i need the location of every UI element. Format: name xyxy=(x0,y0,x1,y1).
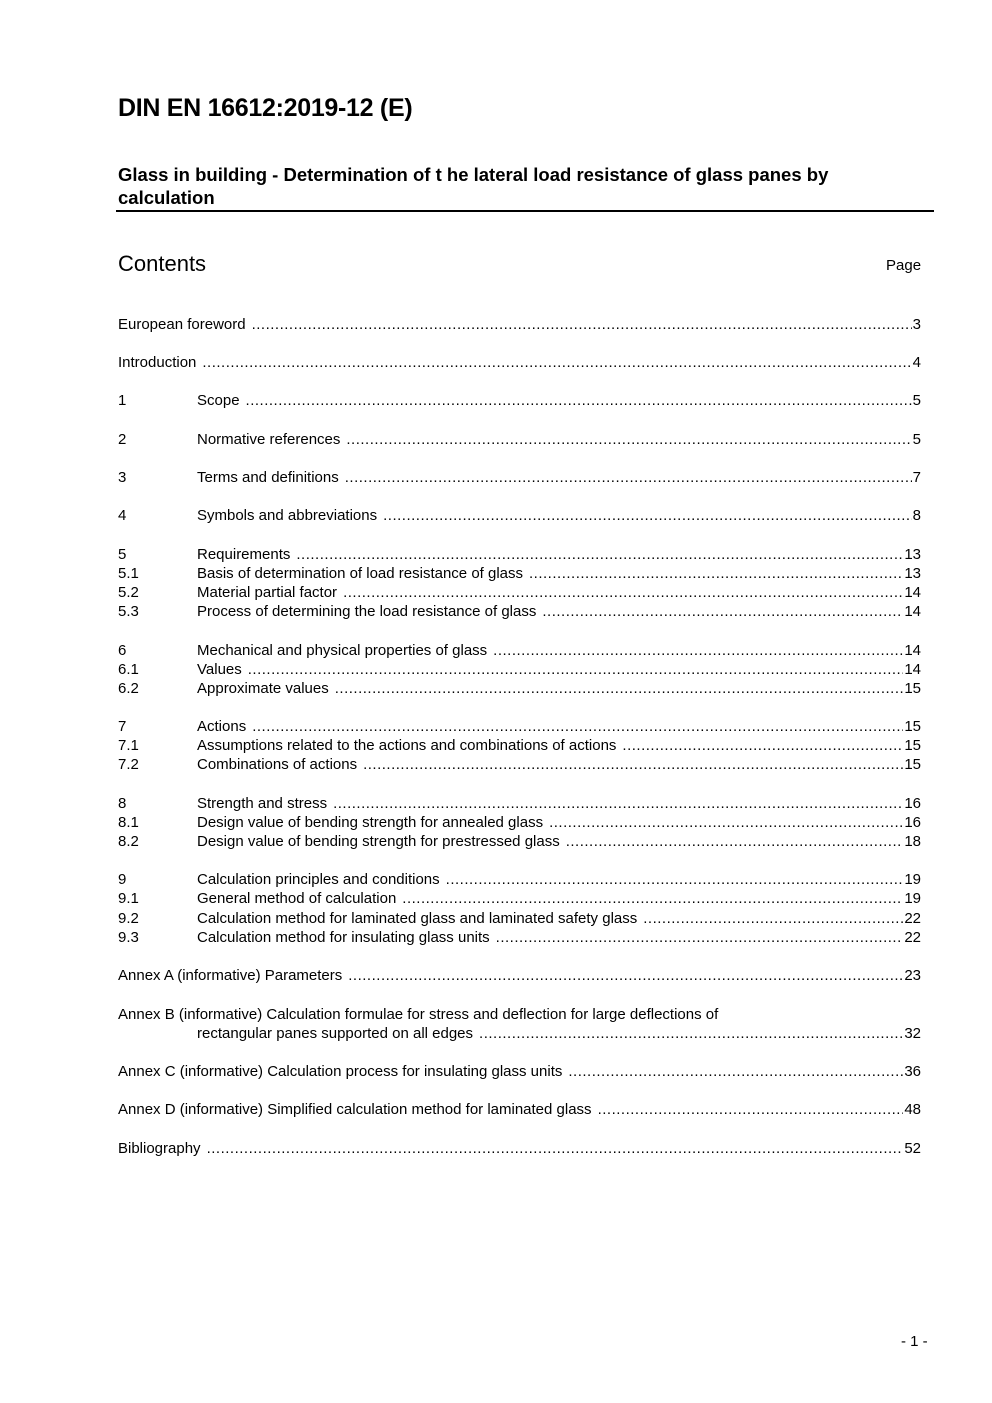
toc-entry-title: Scope xyxy=(197,392,240,409)
toc-entry[interactable] xyxy=(118,679,921,698)
toc-entry[interactable] xyxy=(118,794,921,813)
toc-entry-page: 18 xyxy=(904,833,921,850)
toc-entry[interactable] xyxy=(118,832,921,851)
dot-leader xyxy=(207,1139,904,1158)
toc-entry[interactable] xyxy=(118,506,921,525)
toc-entry[interactable] xyxy=(118,430,921,449)
toc-entry-page: 14 xyxy=(904,603,921,620)
page-number: - 1 - xyxy=(901,1333,928,1350)
toc-entry[interactable] xyxy=(118,564,921,583)
title-rule xyxy=(116,210,934,212)
toc-entry[interactable] xyxy=(118,315,921,334)
dot-leader xyxy=(622,736,903,755)
dot-leader xyxy=(346,430,911,449)
dot-leader xyxy=(363,755,903,774)
toc-entry-title: Basis of determination of load resistance of glass xyxy=(197,565,524,582)
toc-entry-title: General method of calculation xyxy=(197,890,397,907)
toc-entry-page: 22 xyxy=(904,910,921,927)
toc-entry-title: Calculation principles and conditions xyxy=(197,871,440,888)
toc-entry-page: 15 xyxy=(904,756,921,773)
toc-entry-page: 19 xyxy=(904,890,921,907)
toc-entry-title: Strength and stress xyxy=(197,795,328,812)
toc-entry-page: 5 xyxy=(912,431,921,448)
toc-entry[interactable] xyxy=(118,813,921,832)
toc-entry[interactable] xyxy=(118,736,921,755)
document-id: DIN EN 16612:2019-12 (E) xyxy=(118,94,413,122)
dot-leader xyxy=(529,564,903,583)
toc-entry-page: 36 xyxy=(904,1063,921,1080)
toc-entry-title: Values xyxy=(197,661,242,678)
toc-entry[interactable] xyxy=(118,755,921,774)
toc-entry-title: Design value of bending strength for annealed glass xyxy=(197,814,544,831)
toc-entry[interactable] xyxy=(118,660,921,679)
dot-leader xyxy=(383,506,912,525)
dot-leader xyxy=(598,1100,904,1119)
dot-leader xyxy=(643,909,903,928)
toc-entry[interactable] xyxy=(118,889,921,908)
dot-leader xyxy=(252,717,903,736)
toc-entry-title: Assumptions related to the actions and combinations of actions xyxy=(197,737,617,754)
toc-entry-number: 8 xyxy=(118,795,127,812)
toc-entry-number: 5.1 xyxy=(118,565,139,582)
dot-leader xyxy=(246,391,912,410)
toc-entry-number: 6.1 xyxy=(118,661,139,678)
toc-entry-title: rectangular panes supported on all edges xyxy=(197,1025,474,1042)
toc-entry-page: 19 xyxy=(904,871,921,888)
toc-entry-title: European foreword xyxy=(118,316,246,333)
toc-entry-page: 52 xyxy=(904,1140,921,1157)
toc-entry-number: 9.2 xyxy=(118,910,139,927)
toc-entry-page: 16 xyxy=(904,814,921,831)
toc-entry-page: 14 xyxy=(904,584,921,601)
toc-entry-page: 14 xyxy=(904,642,921,659)
toc-entry[interactable] xyxy=(118,391,921,410)
toc-entry-page: 48 xyxy=(904,1101,921,1118)
toc-entry-number: 9.1 xyxy=(118,890,139,907)
toc-entry-title: Combinations of actions xyxy=(197,756,358,773)
toc-entry-page: 4 xyxy=(912,354,921,371)
dot-leader xyxy=(248,660,904,679)
contents-heading: Contents xyxy=(118,251,207,276)
dot-leader xyxy=(333,794,903,813)
toc-entry-page: 15 xyxy=(904,718,921,735)
toc-entry-page: 16 xyxy=(904,795,921,812)
toc-entry-title: Annex D (informative) Simplified calculation method for laminated glass xyxy=(118,1101,592,1118)
dot-leader xyxy=(446,870,904,889)
toc-entry-title: Symbols and abbreviations xyxy=(197,507,378,524)
dot-leader xyxy=(343,583,903,602)
toc-entry-title: Calculation method for insulating glass units xyxy=(197,929,490,946)
annex-b-first-line[interactable]: Annex B (informative) Calculation formulae for stress and deflection for large deflections of xyxy=(118,1006,719,1023)
dot-leader xyxy=(348,966,903,985)
toc-entry[interactable] xyxy=(118,717,921,736)
dot-leader xyxy=(566,832,904,851)
toc-entry-page: 15 xyxy=(904,680,921,697)
toc-entry-title: Approximate values xyxy=(197,680,329,697)
toc-entry-title: Actions xyxy=(197,718,247,735)
toc-entry-page: 13 xyxy=(904,546,921,563)
toc-entry[interactable] xyxy=(118,353,921,372)
toc-entry-number: 3 xyxy=(118,469,127,486)
toc-entry[interactable] xyxy=(118,641,921,660)
dot-leader xyxy=(402,889,903,908)
toc-entry-title: Introduction xyxy=(118,354,197,371)
dot-leader xyxy=(568,1062,903,1081)
toc-entry-number: 9 xyxy=(118,871,127,888)
toc-entry-number: 5.3 xyxy=(118,603,139,620)
toc-entry-title: Material partial factor xyxy=(197,584,338,601)
toc-entry-title: Requirements xyxy=(197,546,291,563)
dot-leader xyxy=(549,813,903,832)
toc-entry-number: 7.2 xyxy=(118,756,139,773)
toc-entry-page: 3 xyxy=(912,316,921,333)
toc-entry-page: 7 xyxy=(912,469,921,486)
toc-entry-number: 5 xyxy=(118,546,127,563)
toc-entry-title: Calculation method for laminated glass and laminated safety glass xyxy=(197,910,638,927)
toc-entry[interactable] xyxy=(118,468,921,487)
toc-entry-number: 7.1 xyxy=(118,737,139,754)
toc-entry-title: Annex C (informative) Calculation process for insulating glass units xyxy=(118,1063,563,1080)
toc-entry-number: 8.2 xyxy=(118,833,139,850)
dot-leader xyxy=(335,679,904,698)
dot-leader xyxy=(479,1024,903,1043)
toc-entry-title: Bibliography xyxy=(118,1140,201,1157)
toc-entry-page: 13 xyxy=(904,565,921,582)
toc-entry-page: 22 xyxy=(904,929,921,946)
document-subtitle: Glass in building - Determination of t he lateral load resistance of glass panes by calculation xyxy=(118,164,829,208)
toc-entry-number: 2 xyxy=(118,431,127,448)
toc-entry-page: 8 xyxy=(912,507,921,524)
toc-entry-title: Normative references xyxy=(197,431,341,448)
toc-entry[interactable] xyxy=(118,870,921,889)
toc-entry-number: 7 xyxy=(118,718,127,735)
toc-entry[interactable] xyxy=(118,602,921,621)
toc-entry[interactable] xyxy=(118,1139,921,1158)
toc-entry-number: 8.1 xyxy=(118,814,139,831)
page-column-label: Page xyxy=(886,257,922,274)
toc-entry-number: 9.3 xyxy=(118,929,139,946)
dot-leader xyxy=(496,928,904,947)
toc-entry-title: Terms and definitions xyxy=(197,469,339,486)
toc-entry-number: 1 xyxy=(118,392,127,409)
toc-entry-number: 4 xyxy=(118,507,127,524)
toc-entry[interactable] xyxy=(118,545,921,564)
toc-entry-title: Process of determining the load resistance of glass xyxy=(197,603,537,620)
toc-entry[interactable] xyxy=(118,966,921,985)
toc-entry-page: 5 xyxy=(912,392,921,409)
dot-leader xyxy=(345,468,912,487)
dot-leader xyxy=(542,602,903,621)
toc-entry-title: Mechanical and physical properties of glass xyxy=(197,642,488,659)
dot-leader xyxy=(252,315,912,334)
dot-leader xyxy=(493,641,903,660)
toc-entry-title: Annex A (informative) Parameters xyxy=(118,967,343,984)
toc-entry[interactable] xyxy=(118,928,921,947)
toc-entry-number: 6 xyxy=(118,642,127,659)
dot-leader xyxy=(296,545,903,564)
toc-entry-page: 15 xyxy=(904,737,921,754)
toc-entry-title: Design value of bending strength for prestressed glass xyxy=(197,833,560,850)
toc-entry[interactable] xyxy=(118,909,921,928)
dot-leader xyxy=(202,353,911,372)
toc-entry[interactable] xyxy=(118,583,921,602)
toc-entry-page: 23 xyxy=(904,967,921,984)
toc-entry-number: 6.2 xyxy=(118,680,139,697)
toc-entry-number: 5.2 xyxy=(118,584,139,601)
toc-entry[interactable] xyxy=(118,1100,921,1119)
toc-entry-page: 32 xyxy=(904,1025,921,1042)
toc-entry-page: 14 xyxy=(904,661,921,678)
toc-entry[interactable] xyxy=(118,1062,921,1081)
toc-entry[interactable] xyxy=(118,1024,921,1043)
